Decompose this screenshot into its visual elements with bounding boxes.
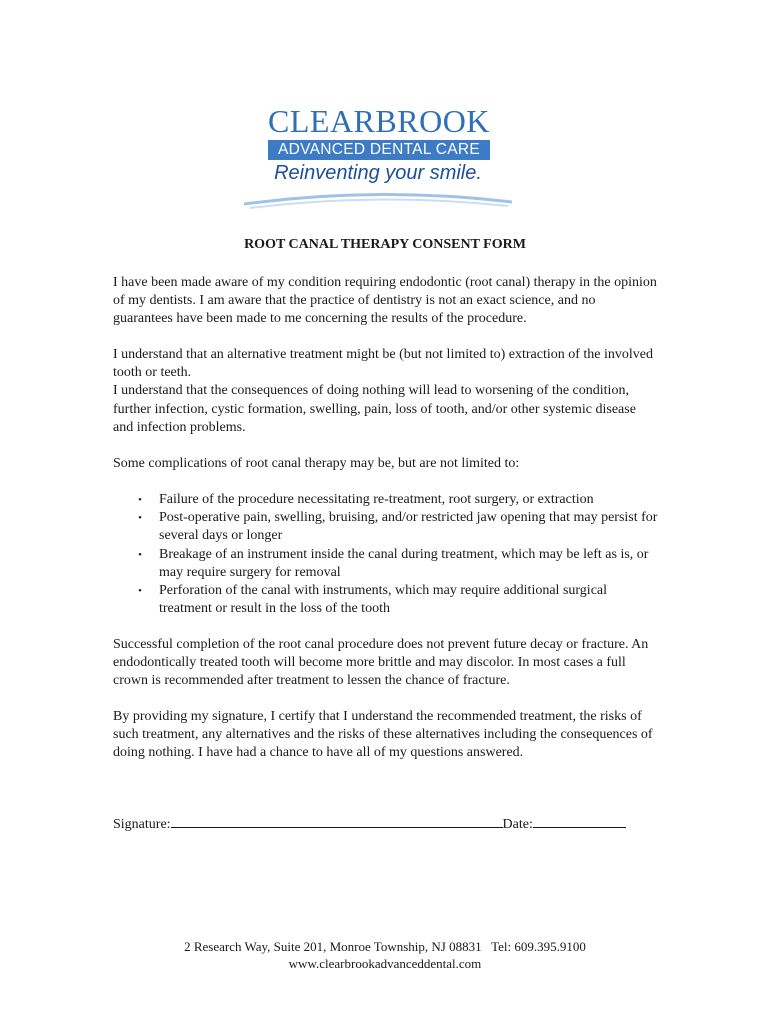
consequences-text: I understand that the consequences of doing nothing will lead to worsening of the condition, further infection, cystic formation, swelling, pain, loss of tooth, and/or other systemic disease and infection problems. (113, 383, 636, 435)
logo-wordmark: CLEARBROOK (268, 103, 490, 139)
logo-tagline: Reinventing your smile. (274, 162, 482, 184)
list-item-text: Breakage of an instrument inside the canal during treatment, which may be left as is, or may require surgery for removal (159, 546, 649, 580)
bullet-icon: • (138, 548, 142, 561)
signature-field[interactable] (171, 814, 503, 828)
signature-row (113, 814, 658, 834)
bullet-icon: • (138, 512, 142, 525)
list-item-text: Perforation of the canal with instruments, which may require additional surgical treatment or result in the loss of the tooth (159, 583, 608, 617)
footer (0, 938, 770, 972)
list-item (113, 546, 658, 582)
bullet-icon: • (138, 494, 142, 506)
logo-band: ADVANCED DENTAL CARE (268, 140, 490, 160)
date-label: Date: (502, 817, 533, 832)
footer-address: 2 Research Way, Suite 201, Monroe Township, NJ 08831 Tel: 609.395.9100 (184, 939, 586, 954)
clearbrook-logo (240, 98, 516, 216)
paragraph-awareness: I have been made aware of my condition requiring endodontic (root canal) therapy in the opinion of my dentists. I am aware that the practice of dentistry is not an exact science, and no guarantees have been made to me concerning the results of the procedure. (113, 275, 657, 327)
list-item-text: Post-operative pain, swelling, bruising, and/or restricted jaw opening that may persist for several days or longer (159, 510, 658, 544)
paragraph-alternatives (113, 346, 658, 437)
list-item (113, 491, 658, 509)
list-item (113, 582, 658, 618)
footer-website: www.clearbrookadvanceddental.com (288, 956, 482, 971)
bullet-icon: • (138, 585, 142, 598)
paragraph-outcome: Successful completion of the root canal procedure does not prevent future decay or fracture. An endodontically treated tooth will become more brittle and may discolor. In most cases a full crown is recommended after treatment to lessen the chance of fracture. (113, 637, 649, 689)
list-item (113, 509, 658, 545)
complications-list (113, 491, 658, 618)
logo-swoosh-icon (240, 182, 516, 212)
list-item-text: Failure of the procedure necessitating re-treatment, root surgery, or extraction (159, 492, 594, 507)
signature-label: Signature: (113, 817, 171, 832)
complications-intro: Some complications of root canal therapy may be, but are not limited to: (113, 456, 520, 471)
alternative-treatment-text: I understand that an alternative treatment might be (but not limited to) extraction of the involved tooth or teeth. (113, 347, 654, 381)
form-title: ROOT CANAL THERAPY CONSENT FORM (244, 237, 526, 252)
date-field[interactable] (533, 814, 626, 828)
paragraph-certification: By providing my signature, I certify that I understand the recommended treatment, the risks of such treatment, any alternatives and the risks of these alternatives including the consequences of doing nothing. I have had a chance to have all of my questions answered. (113, 709, 653, 761)
